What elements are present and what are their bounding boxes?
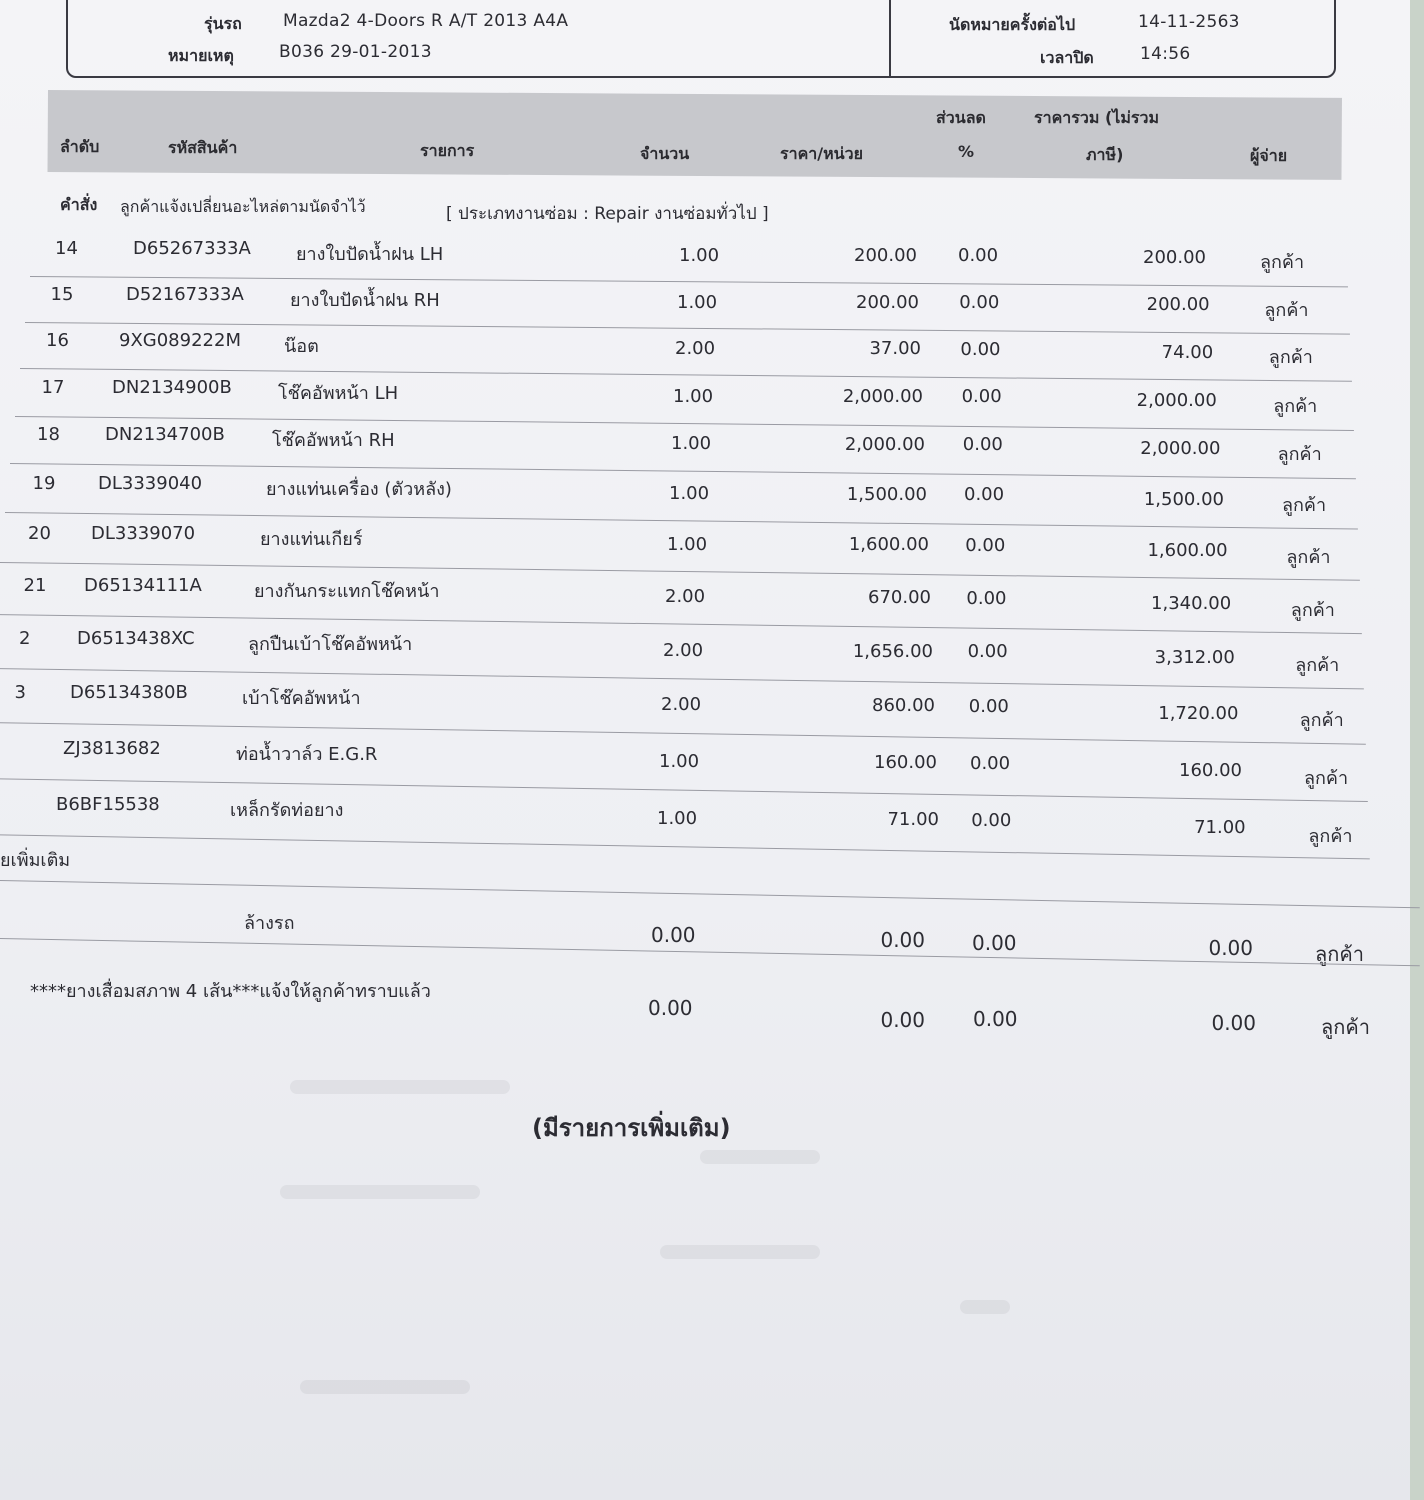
row-code: DN2134700B (105, 424, 225, 445)
show-through-mark (290, 1080, 510, 1094)
row-item-name: ล้างรถ (244, 913, 295, 934)
row-seq: 20 (28, 523, 51, 544)
show-through-mark (660, 1245, 820, 1259)
row-unit-price: 71.00 (887, 808, 939, 830)
col-discount: ส่วนลด (936, 108, 986, 127)
row-unit-price: 0.00 (880, 1008, 925, 1032)
row-item-name: เบ้าโช๊คอัพหน้า (242, 688, 361, 709)
row-unit-price: 670.00 (868, 586, 931, 608)
col-item: รายการ (420, 141, 475, 160)
col-payer: ผู้จ่าย (1250, 146, 1288, 165)
row-total: 1,600.00 (1147, 539, 1228, 561)
row-seq: 14 (55, 238, 78, 259)
row-qty: 2.00 (663, 639, 704, 661)
row-qty: 1.00 (671, 433, 712, 455)
row-unit-price: 37.00 (869, 338, 921, 360)
col-discount-percent: % (958, 142, 975, 161)
row-discount: 0.00 (958, 245, 999, 266)
row-discount: 0.00 (965, 534, 1006, 556)
table-row (0, 330, 1424, 370)
show-through-mark (300, 1380, 470, 1394)
row-total: 160.00 (1179, 760, 1242, 781)
table-row (0, 908, 1424, 966)
next-appointment-label: นัดหมายครั้งต่อไป (949, 15, 1076, 34)
row-payer: ลูกค้า (1264, 299, 1309, 321)
row-total: 0.00 (1208, 936, 1253, 960)
col-code: รหัสสินค้า (168, 138, 238, 157)
row-total: 1,340.00 (1151, 593, 1232, 615)
table-row (0, 238, 1424, 278)
row-item-name: โช๊คอัพหน้า RH (272, 430, 395, 451)
table-row (0, 424, 1424, 464)
row-code: DN2134900B (112, 377, 232, 398)
row-total: 1,500.00 (1143, 488, 1224, 510)
table-row (0, 738, 1424, 789)
row-total: 1,720.00 (1158, 702, 1239, 724)
row-payer: ลูกค้า (1315, 942, 1364, 966)
model-value: Mazda2 4-Doors R A/T 2013 A4A (283, 11, 569, 31)
row-total: 200.00 (1143, 247, 1206, 268)
row-code: D65134380B (70, 682, 188, 703)
row-unit-price: 860.00 (872, 695, 935, 717)
additional-section-label: ยเพิ่มเติม (0, 850, 71, 871)
row-payer: ลูกค้า (1273, 395, 1318, 417)
row-discount: 0.00 (972, 931, 1017, 955)
row-code: D65267333A (133, 238, 251, 259)
table-row (0, 794, 1424, 847)
row-code: B6BF15538 (56, 794, 160, 815)
close-time-label: เวลาปิด (1040, 48, 1094, 67)
row-qty: 0.00 (651, 923, 696, 947)
row-qty: 2.00 (665, 586, 706, 608)
row-item-name: ยางแท่นเครื่อง (ตัวหลัง) (266, 479, 452, 500)
row-discount: 0.00 (961, 386, 1002, 408)
row-discount: 0.00 (967, 641, 1008, 663)
more-items-note: (มีรายการเพิ่มเติม) (532, 1114, 731, 1142)
row-payer: ลูกค้า (1282, 495, 1327, 516)
table-row (0, 628, 1424, 676)
remark-value: B036 29-01-2013 (279, 42, 432, 62)
row-code: D52167333A (126, 284, 244, 305)
show-through-mark (700, 1150, 820, 1164)
row-total: 3,312.00 (1154, 647, 1235, 669)
section-divider (0, 880, 1420, 908)
row-discount: 0.00 (973, 1007, 1018, 1031)
row-item-name: ยางกันกระแทกโช๊คหน้า (254, 581, 440, 602)
row-total: 2,000.00 (1140, 438, 1221, 460)
row-item-name: ยางแท่นเกียร์ (260, 529, 363, 550)
remark-label: หมายเหตุ (168, 46, 234, 65)
row-unit-price: 200.00 (856, 291, 919, 313)
row-item-name: ****ยางเสื่อมสภาพ 4 เส้น***แจ้งให้ลูกค้าทราบแล้ว (30, 981, 431, 1002)
row-total: 0.00 (1211, 1011, 1256, 1035)
row-discount: 0.00 (968, 696, 1009, 718)
row-payer: ลูกค้า (1286, 546, 1331, 568)
col-seq: ลำดับ (60, 137, 100, 156)
row-payer: ลูกค้า (1295, 654, 1340, 676)
row-unit-price: 200.00 (854, 245, 917, 266)
row-unit-price: 1,500.00 (846, 483, 927, 505)
row-seq: 2 (19, 628, 31, 649)
row-discount: 0.00 (962, 434, 1003, 456)
table-row (0, 975, 1424, 1039)
row-qty: 1.00 (657, 807, 698, 829)
row-seq: 17 (41, 377, 65, 398)
model-label: รุ่นรถ (204, 14, 242, 33)
row-code: ZJ3813682 (63, 738, 161, 759)
row-divider (0, 834, 1370, 859)
row-total: 200.00 (1146, 294, 1210, 316)
row-unit-price: 2,000.00 (842, 386, 923, 408)
row-code: DL3339070 (91, 523, 196, 544)
row-payer: ลูกค้า (1290, 600, 1335, 622)
row-code: 9XG089222M (119, 330, 241, 351)
row-qty: 1.00 (673, 385, 714, 407)
row-seq: 16 (46, 330, 69, 351)
row-payer: ลูกค้า (1299, 710, 1344, 732)
show-through-mark (960, 1300, 1010, 1314)
row-item-name: โช๊คอัพหน้า LH (278, 383, 399, 404)
row-payer: ลูกค้า (1304, 768, 1349, 789)
row-unit-price: 1,656.00 (852, 640, 933, 662)
row-item-name: ลูกปืนเบ้าโช๊คอัพหน้า (248, 634, 413, 655)
row-total: 2,000.00 (1136, 389, 1217, 411)
row-discount: 0.00 (970, 753, 1011, 774)
row-qty: 2.00 (675, 338, 716, 360)
row-code: D6513438XC (77, 628, 195, 649)
row-discount: 0.00 (960, 338, 1001, 360)
row-payer: ลูกค้า (1321, 1015, 1370, 1039)
row-discount: 0.00 (966, 587, 1007, 609)
job-type: [ ประเภทงานซ่อม : Repair งานซ่อมทั่วไป ] (446, 204, 769, 224)
row-seq: 21 (23, 575, 47, 596)
row-qty: 1.00 (667, 533, 708, 555)
row-item-name: น๊อต (284, 336, 319, 357)
row-unit-price: 1,600.00 (848, 534, 929, 556)
table-row (0, 575, 1424, 622)
row-discount: 0.00 (964, 484, 1005, 505)
row-qty: 1.00 (679, 245, 720, 266)
row-unit-price: 160.00 (874, 752, 937, 773)
row-qty: 2.00 (661, 694, 702, 716)
row-discount: 0.00 (959, 291, 1000, 313)
col-qty: จำนวน (640, 144, 690, 163)
table-row (0, 523, 1424, 568)
col-total: ราคารวม (ไม่รวม (1034, 108, 1159, 127)
command-text: ลูกค้าแจ้งเปลี่ยนอะไหล่ตามนัดจำไว้ (120, 197, 366, 216)
row-qty: 1.00 (659, 751, 700, 772)
close-time-value: 14:56 (1140, 44, 1191, 64)
row-total: 71.00 (1194, 817, 1246, 839)
row-qty: 1.00 (677, 291, 718, 313)
table-row (0, 284, 1424, 324)
col-total-tax: ภาษี) (1086, 145, 1124, 164)
row-seq: 18 (37, 424, 60, 445)
row-seq: 15 (50, 284, 74, 305)
row-unit-price: 0.00 (880, 928, 925, 952)
show-through-mark (280, 1185, 480, 1199)
row-qty: 0.00 (648, 996, 693, 1020)
row-payer: ลูกค้า (1260, 252, 1305, 273)
col-unit-price: ราคา/หน่วย (780, 144, 863, 163)
row-qty: 1.00 (669, 483, 710, 504)
row-discount: 0.00 (971, 809, 1012, 831)
row-seq: 19 (32, 473, 56, 494)
row-total: 74.00 (1161, 341, 1214, 363)
row-payer: ลูกค้า (1277, 444, 1322, 466)
row-item-name: ท่อน้ำวาล์ว E.G.R (236, 744, 378, 765)
row-payer: ลูกค้า (1308, 825, 1353, 847)
row-unit-price: 2,000.00 (844, 433, 925, 455)
row-item-name: เหล็กรัดท่อยาง (230, 800, 344, 821)
row-code: DL3339040 (98, 473, 203, 494)
row-seq: 3 (14, 682, 26, 703)
row-item-name: ยางใบปัดน้ำฝน LH (296, 244, 444, 265)
command-label: คำสั่ง (60, 195, 98, 214)
table-row (0, 377, 1424, 417)
row-item-name: ยางใบปัดน้ำฝน RH (290, 290, 440, 311)
next-appointment-value: 14-11-2563 (1138, 12, 1240, 32)
table-row (0, 473, 1424, 516)
row-code: D65134111A (84, 575, 202, 596)
row-payer: ลูกค้า (1268, 347, 1313, 369)
table-row (0, 682, 1424, 732)
